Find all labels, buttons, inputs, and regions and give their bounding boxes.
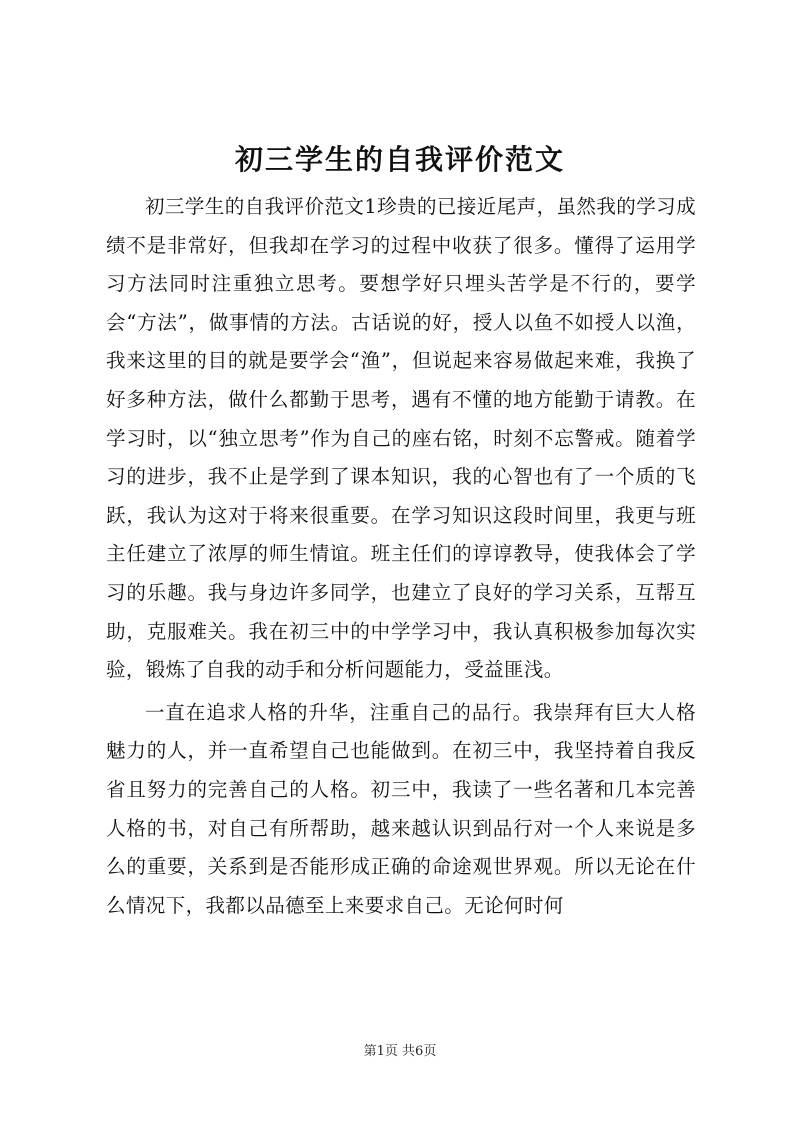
paragraph-2: 一直在追求人格的升华，注重自己的品行。我崇拜有巨大人格魅力的人，并一直希望自己也能做到。在初三中，我坚持着自我反省且努力的完善自己的人格。初三中，我读了一些名著和几本完善人格的书，对自己有所帮助，越来越认识到品行对一个人来说是多么的重要，关系到是否能形成正确的命途观世界观。所以无论在什么情况下，我都以品德至上来要求自己。无论何时何: [106, 700, 696, 917]
document-title: 初三学生的自我评价范文: [234, 143, 565, 176]
document-body: [106, 188, 696, 929]
page-number-footer: 第1页 共6页: [363, 1044, 437, 1059]
paragraph-1: 初三学生的自我评价范文1珍贵的已接近尾声，虽然我的学习成绩不是非常好，但我却在学习的过程中收获了很多。懂得了运用学习方法同时注重独立思考。要想学好只埋头苦学是不行的，要学会“方法”，做事情的方法。古话说的好，授人以鱼不如授人以渔，我来这里的目的就是要学会“渔”，但说起来容易做起来难，我换了好多种方法，做什么都勤于思考，遇有不懂的地方能勤于请教。在学习时，以“独立思考”作为自己的座右铭，时刻不忘警戒。随着学习的进步，我不止是学到了课本知识，我的心智也有了一个质的飞跃，我认为这对于将来很重要。在学习知识这段时间里，我更与班主任建立了浓厚的师生情谊。班主任们的谆谆教导，使我体会了学习的乐趣。我与身边许多同学，也建立了良好的学习关系，互帮互助，克服难关。我在初三中的中学学习中，我认真积极参加每次实验，锻炼了自我的动手和分析问题能力，受益匪浅。: [106, 195, 696, 682]
